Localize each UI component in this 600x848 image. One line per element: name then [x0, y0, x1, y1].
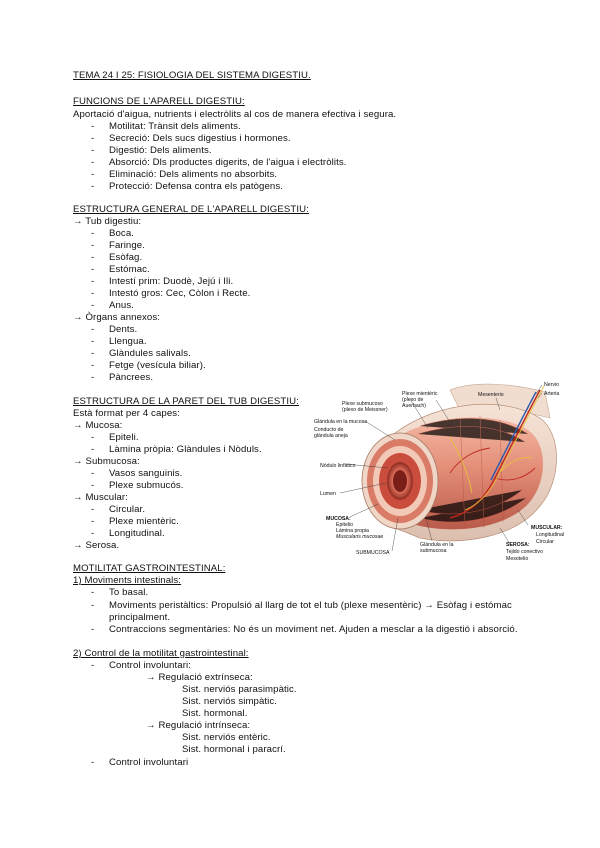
list-item: Dents.: [109, 324, 138, 335]
submucosa-label: → Submucosa:: [73, 456, 140, 467]
label-mesenterio: Mesenterio: [478, 392, 504, 398]
list-item: Intestí prim: Duodè, Jejú i Ili.: [109, 276, 234, 287]
paret-heading: ESTRUCTURA DE LA PARET DEL TUB DIGESTIU:: [73, 396, 299, 407]
list-item: Protecció: Defensa contra els patògens.: [109, 181, 284, 192]
list-item: Boca.: [109, 228, 135, 239]
list-item: Sist. nerviós parasimpàtic.: [182, 684, 297, 695]
list-item: Motilitat: Trànsit dels aliments.: [109, 121, 241, 132]
list-item: Estómac.: [109, 264, 150, 275]
bullet-dash: -: [91, 169, 95, 180]
list-item: Digestió: Dels aliments.: [109, 145, 212, 156]
control-heading: 2) Control de la motilitat gastrointestinal:: [73, 648, 249, 659]
list-item: Contraccions segmentàries: No és un moviment net. Ajuden a mesclar a la digestió i absorció.: [109, 624, 518, 635]
label-plexo-meissner: (plexo de Meissner): [342, 407, 388, 413]
label-circular: Circular: [536, 539, 554, 545]
tub-digestiu-label: → Tub digestiu:: [73, 216, 142, 227]
list-item: Absorció: Dls productes digerits, de l'aigua i electròlits.: [109, 157, 347, 168]
list-item: Glàndules salivals.: [109, 348, 191, 359]
label-conducto-2: glándula aneja: [314, 433, 348, 439]
bullet-dash: -: [91, 264, 95, 275]
control-involuntari-2: Control involuntari: [109, 757, 189, 768]
list-item: Llengua.: [109, 336, 147, 347]
bullet-dash: -: [91, 516, 95, 527]
regulacio-intrinseca: → Regulació intrínseca:: [146, 720, 251, 731]
bullet-dash: -: [91, 145, 95, 156]
regulacio-extrinseca: → Regulació extrínseca:: [146, 672, 253, 683]
estructura-heading: ESTRUCTURA GENERAL DE L'APARELL DIGESTIU:: [73, 204, 309, 215]
bullet-dash: -: [91, 372, 95, 383]
bullet-dash: -: [91, 444, 95, 455]
bullet-dash: -: [91, 504, 95, 515]
bullet-dash: -: [91, 181, 95, 192]
motilitat-heading: MOTILITAT GASTROINTESTINAL:: [73, 563, 226, 574]
bullet-dash: -: [91, 480, 95, 491]
serosa-label: → Serosa.: [73, 540, 120, 551]
label-glandula-mucosa: Glándula en la mucosa: [314, 419, 368, 425]
page-title: TEMA 24 I 25: FISIOLOGIA DEL SISTEMA DIGESTIU.: [73, 70, 311, 81]
label-muscularis: Muscularis mucosae: [336, 534, 384, 540]
list-item: Sist. nerviós entèric.: [182, 732, 271, 743]
funcions-heading: FUNCIONS DE L'APARELL DIGESTIU:: [73, 96, 245, 107]
bullet-dash: -: [91, 240, 95, 251]
bullet-dash: -: [91, 300, 95, 311]
moviments-heading: 1) Moviments intestinals:: [73, 575, 182, 586]
bullet-dash: -: [91, 324, 95, 335]
label-plexe-mienteric: Plexe mientèric: [402, 391, 438, 397]
label-glandula-sub-1: Glándula en la: [420, 542, 454, 548]
label-nodulo: Nódulo linfático: [320, 463, 356, 469]
mucosa-label: → Mucosa:: [73, 420, 123, 431]
bullet-dash: -: [91, 252, 95, 263]
label-lumen: Lumen: [320, 491, 336, 497]
list-item: Faringe.: [109, 240, 145, 251]
label-longitudinal: Longitudinal: [536, 532, 564, 538]
list-item: Sist. hormonal i paracrí.: [182, 744, 286, 755]
list-item: Pàncrees.: [109, 372, 154, 383]
bullet-dash: -: [91, 587, 95, 598]
list-item: Anus.: [109, 300, 135, 311]
list-item: Intestó gros: Cec, Còlon i Recte.: [109, 288, 251, 299]
bullet-dash: -: [91, 660, 95, 671]
list-item-continuation: principalment.: [109, 612, 171, 623]
muscular-label: → Muscular:: [73, 492, 128, 503]
list-item: Moviments peristàltics: Propulsió al llarg de tot el tub (plexe mesentèric) → Esòfag i estómac: [109, 600, 512, 611]
bullet-dash: -: [91, 336, 95, 347]
label-epitelio: Epitelio: [336, 522, 354, 528]
list-item: Esòfag.: [109, 252, 143, 263]
label-plexe-submucoso: Plexe submucoso: [342, 401, 383, 407]
list-item: Sist. nerviós simpàtic.: [182, 696, 278, 707]
bullet-dash: -: [91, 360, 95, 371]
list-item: Eliminació: Dels aliments no absorbits.: [109, 169, 278, 180]
organs-annexos-label: → Òrgans annexos:: [73, 312, 161, 323]
label-nervio: Nervio: [544, 382, 559, 388]
bullet-dash: -: [91, 757, 95, 768]
bullet-dash: -: [91, 276, 95, 287]
list-item: Plexe mientèric.: [109, 516, 179, 527]
list-item: Plexe submucós.: [109, 480, 184, 491]
bullet-dash: -: [91, 528, 95, 539]
label-mucosa: MUCOSA:: [326, 516, 351, 522]
list-item: Vasos sanguinis.: [109, 468, 183, 479]
label-plexo-auerbach: (plexo de: [402, 397, 424, 403]
lumen-core: [393, 470, 407, 492]
list-item: To basal.: [109, 587, 149, 598]
label-lamina: Lámina propia: [336, 528, 369, 534]
bullet-dash: -: [91, 121, 95, 132]
list-item: Fetge (vesícula biliar).: [109, 360, 206, 371]
control-involuntari-1: Control involuntari:: [109, 660, 191, 671]
label-arteria: Arteria: [544, 391, 560, 397]
label-glandula-sub-2: submucosa: [420, 548, 447, 554]
list-item: Sist. hormonal.: [182, 708, 248, 719]
bullet-dash: -: [91, 624, 95, 635]
bullet-dash: -: [91, 432, 95, 443]
paret-intro: Està format per 4 capes:: [73, 408, 180, 419]
list-item: Longitudinal.: [109, 528, 165, 539]
label-conducto-1: Conducto de: [314, 427, 344, 433]
bullet-dash: -: [91, 348, 95, 359]
bullet-dash: -: [91, 228, 95, 239]
list-item: Làmina pròpia: Glàndules i Nòduls.: [109, 444, 262, 455]
list-item: Circular.: [109, 504, 146, 515]
label-muscular: MUSCULAR:: [531, 525, 563, 531]
label-tejido: Tejido conectivo: [506, 549, 543, 555]
label-mesotelio: Mesotelio: [506, 556, 529, 562]
bullet-dash: -: [91, 600, 95, 611]
list-item: Secreció: Dels sucs digestius i hormones.: [109, 133, 291, 144]
funcions-intro: Aportació d'aigua, nutrients i electròlits al cos de manera efectiva i segura.: [73, 109, 397, 120]
bullet-dash: -: [91, 468, 95, 479]
gut-wall-illustration: [300, 378, 575, 563]
bullet-dash: -: [91, 288, 95, 299]
list-item: Epiteli.: [109, 432, 139, 443]
label-auerbach: Auerbach): [402, 403, 426, 409]
bullet-dash: -: [91, 157, 95, 168]
label-serosa: SEROSA:: [506, 542, 530, 548]
bullet-dash: -: [91, 133, 95, 144]
label-submucosa: SUBMUCOSA: [356, 550, 390, 556]
